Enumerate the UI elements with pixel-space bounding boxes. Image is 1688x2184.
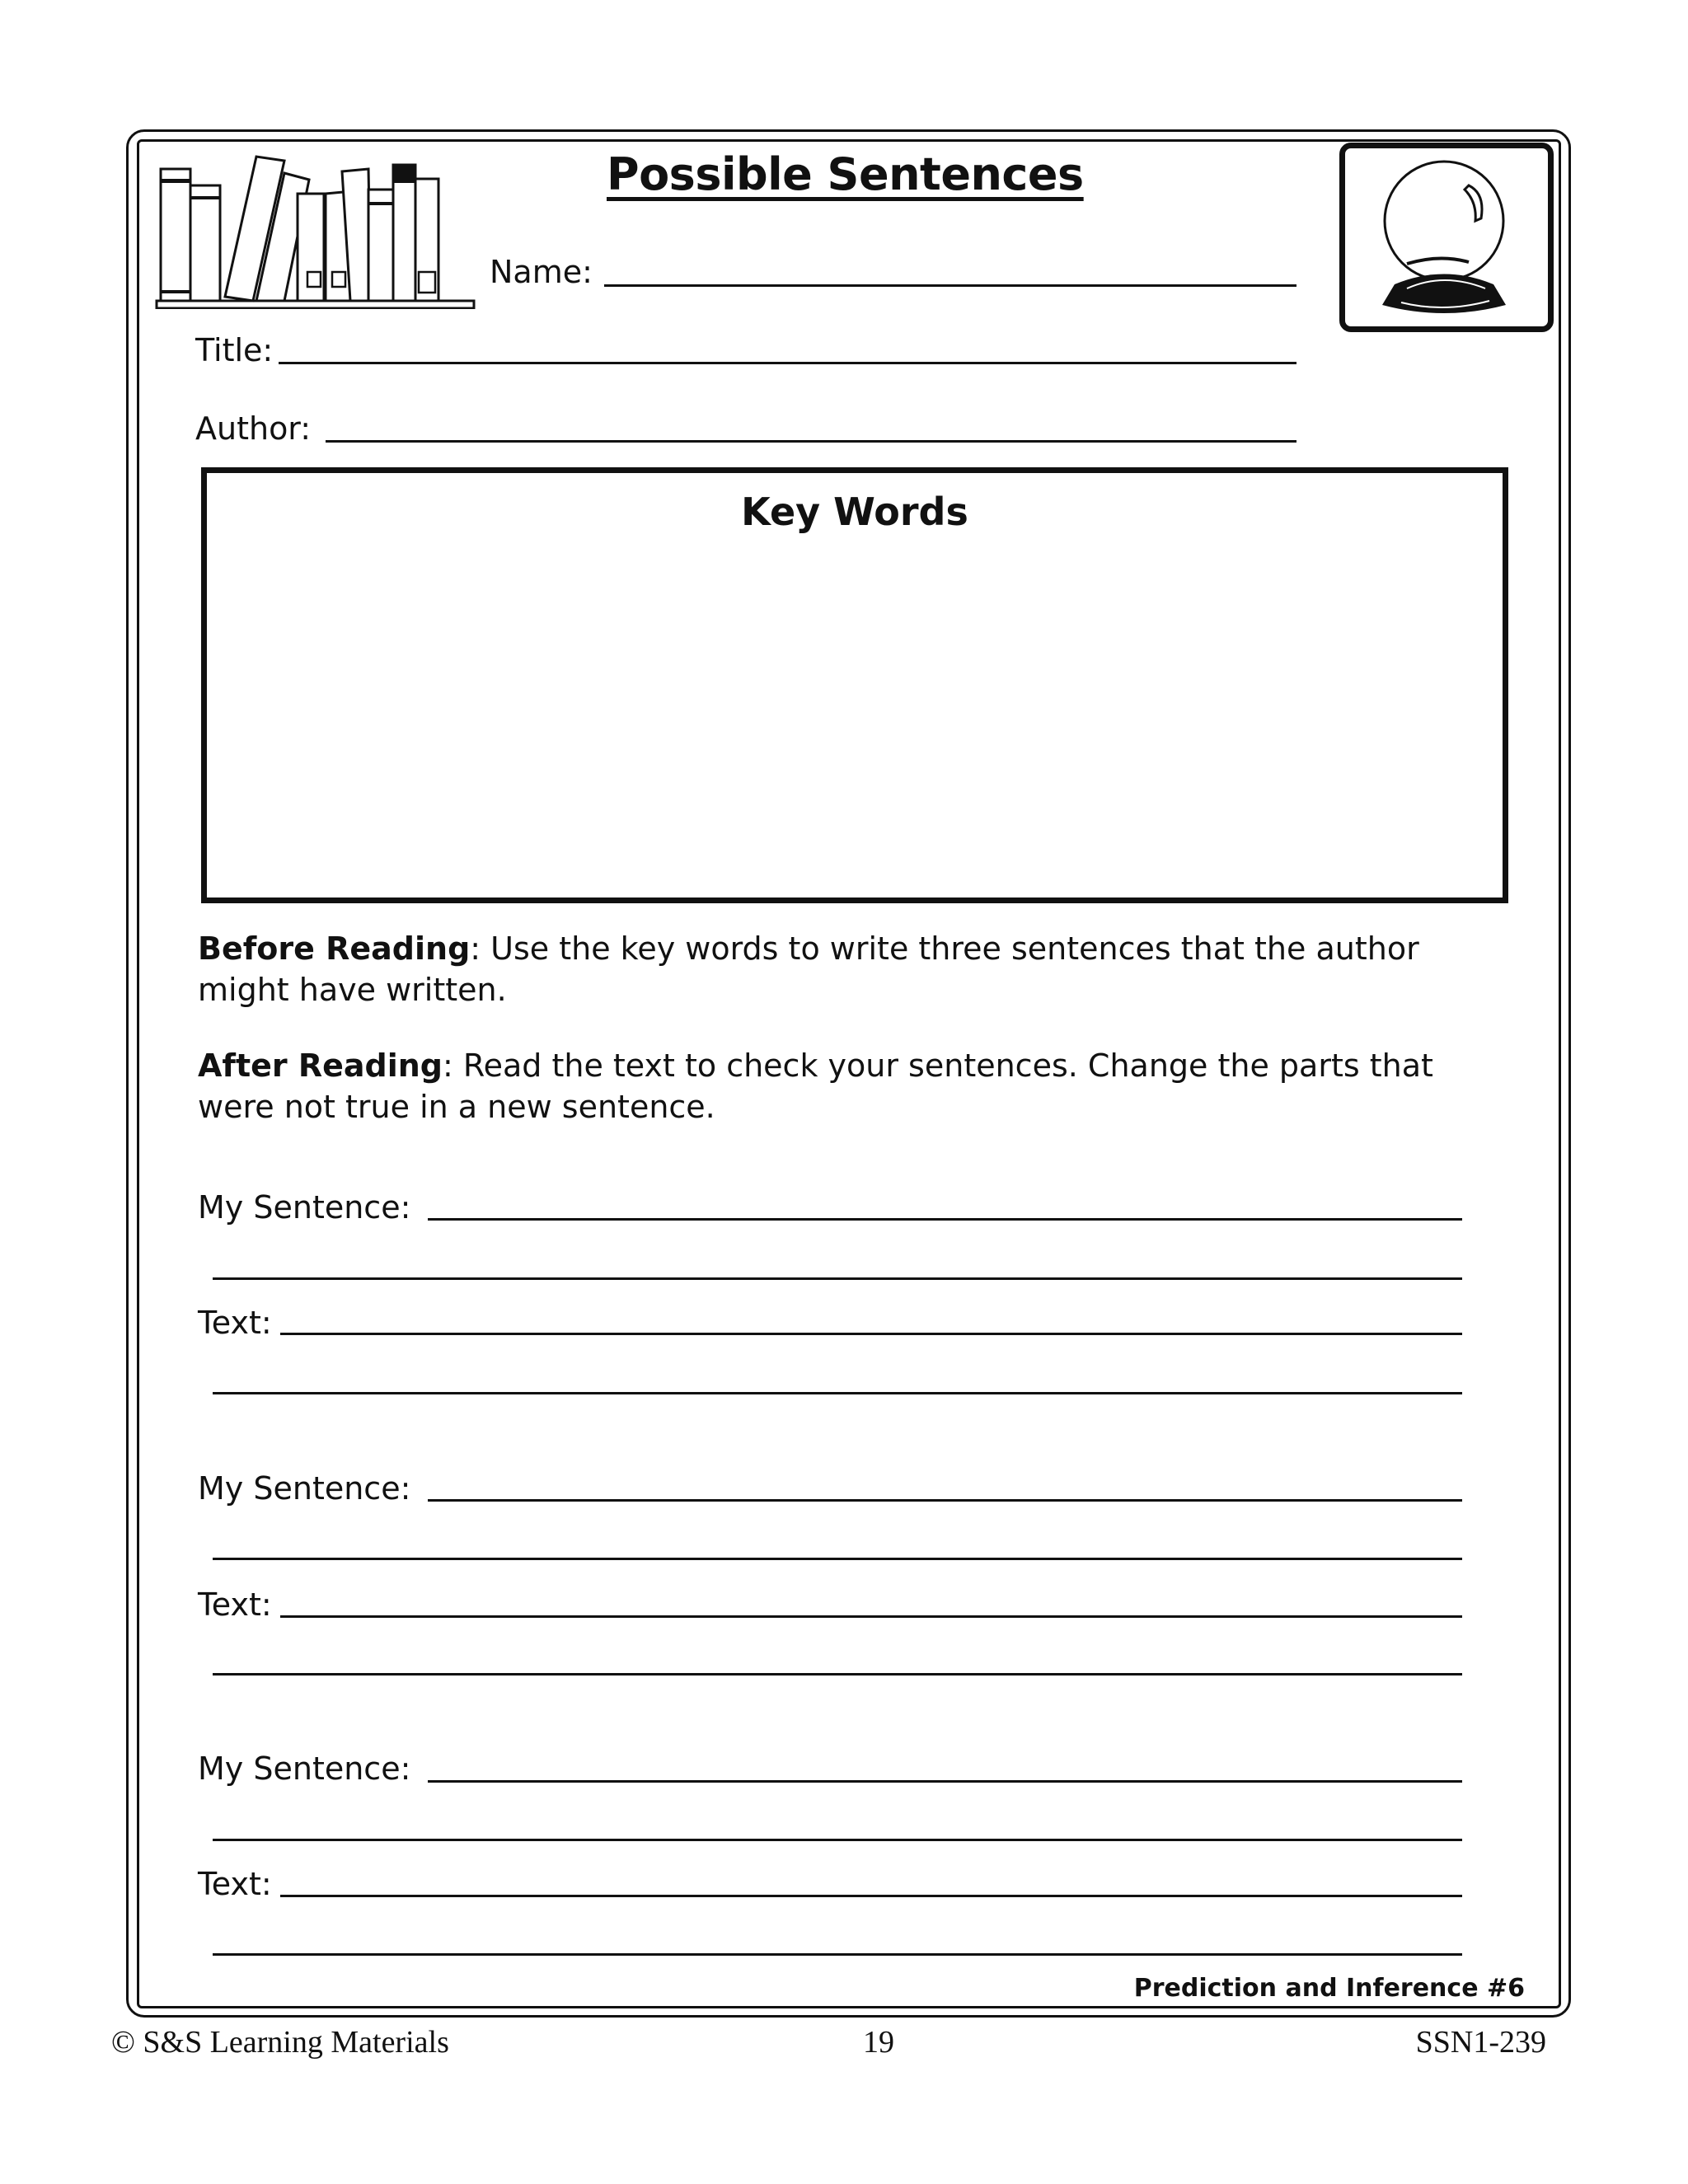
key-words-box[interactable] [201,467,1508,903]
text-line-3a[interactable] [280,1895,1462,1897]
key-words-heading: Key Words [741,490,968,534]
text-label-2: Text: [198,1586,272,1623]
title-label: Title: [195,332,274,368]
name-label: Name: [490,254,593,290]
author-label: Author: [195,410,312,447]
before-reading-text: : Use the key words to write three sentences that the author might have written. [198,930,1419,1008]
my-sentence-label-3: My Sentence: [198,1750,411,1787]
text-label-1: Text: [198,1305,272,1341]
my-sentence-line-3a[interactable] [428,1780,1462,1783]
text-line-2a[interactable] [280,1615,1462,1618]
text-line-1a[interactable] [280,1333,1462,1335]
my-sentence-line-2a[interactable] [428,1499,1462,1502]
page-title: Possible Sentences [607,148,1084,200]
text-line-1b[interactable] [213,1392,1462,1394]
text-line-3b[interactable] [213,1953,1462,1956]
before-reading-label: Before Reading [198,930,471,967]
my-sentence-label-2: My Sentence: [198,1470,411,1507]
before-reading-instruction [198,928,1484,1010]
after-reading-instruction [198,1045,1484,1127]
text-label-3: Text: [198,1866,272,1902]
after-reading-text: : Read the text to check your sentences. Change the parts that were not true in a new sentence. [198,1047,1433,1125]
after-reading-label: After Reading [198,1047,443,1084]
copyright-notice: © S&S Learning Materials [111,2025,449,2060]
bookshelf-illustration [152,148,478,309]
my-sentence-label-1: My Sentence: [198,1189,411,1226]
text-line-2b[interactable] [213,1673,1462,1675]
crystal-ball-icon [1345,148,1548,326]
name-field[interactable] [604,284,1296,287]
product-code: SSN1-239 [1415,2025,1546,2060]
title-field[interactable] [279,362,1296,364]
crystal-ball-icon-frame [1339,143,1554,332]
page-number: 19 [863,2025,894,2060]
my-sentence-line-3b[interactable] [213,1839,1462,1841]
series-tag: Prediction and Inference #6 [1133,1974,1525,2003]
my-sentence-line-1b[interactable] [213,1277,1462,1280]
my-sentence-line-2b[interactable] [213,1558,1462,1560]
my-sentence-line-1a[interactable] [428,1218,1462,1221]
author-field[interactable] [326,440,1296,443]
